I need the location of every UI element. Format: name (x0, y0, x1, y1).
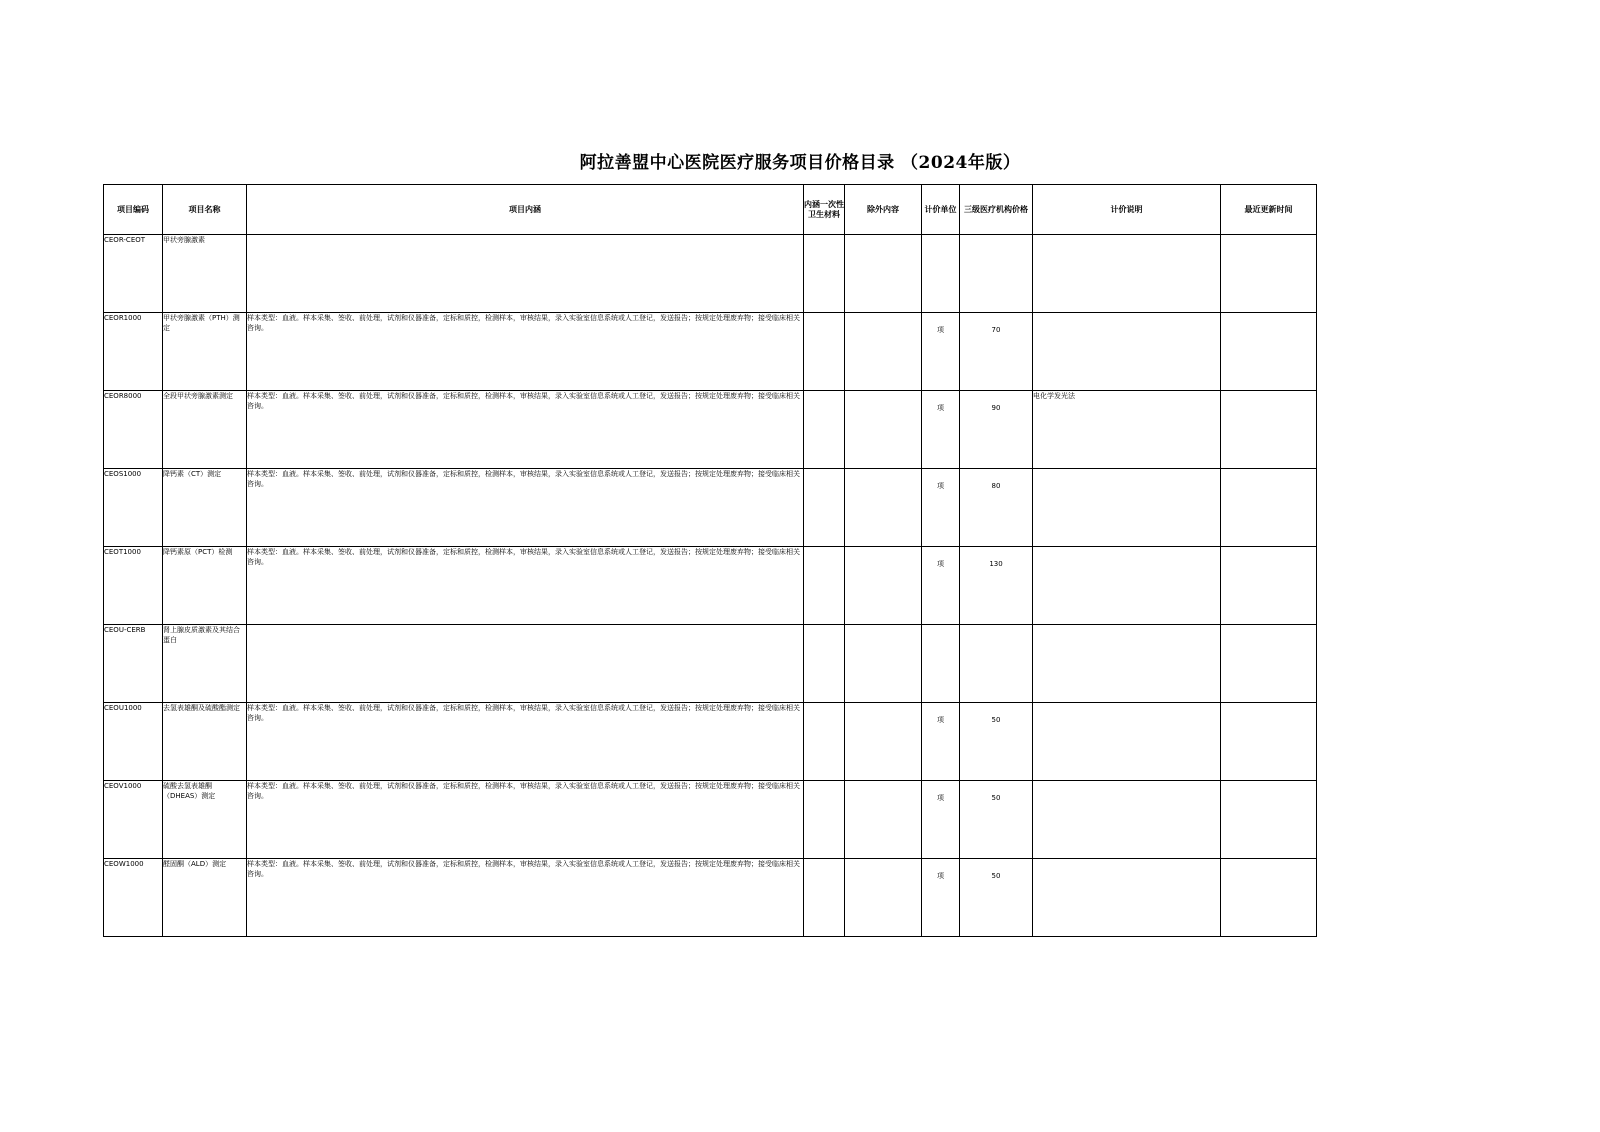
header-note: 计价说明 (1033, 185, 1221, 235)
header-content: 项目内涵 (247, 185, 804, 235)
cell-name: 去氢表雄酮及硫酸酯测定 (163, 703, 247, 781)
cell-content: 样本类型：血液。样本采集、签收、前处理，试剂和仪器准备，定标和质控，检测样本，审核结果，录入实验室信息系统或人工登记，发送报告；按规定处理废弃物；接受临床相关咨询。 (247, 781, 804, 859)
unit-value: 项 (937, 482, 944, 490)
price-value: 50 (991, 794, 1001, 802)
cell-note (1033, 547, 1221, 625)
table-row (104, 235, 1317, 313)
cell-content (247, 625, 804, 703)
cell-price (960, 547, 1033, 625)
cell-unit (922, 625, 960, 703)
header-unit: 计价单位 (922, 185, 960, 235)
cell-updated (1221, 859, 1317, 937)
price-value: 50 (991, 716, 1001, 724)
cell-unit (922, 703, 960, 781)
cell-excluded (845, 391, 922, 469)
cell-materials (804, 703, 845, 781)
cell-price (960, 235, 1033, 313)
header-materials: 内涵一次性卫生材料 (804, 185, 845, 235)
cell-name: 全段甲状旁腺激素测定 (163, 391, 247, 469)
table-row (104, 703, 1317, 781)
table-row (104, 313, 1317, 391)
cell-updated (1221, 313, 1317, 391)
cell-price (960, 781, 1033, 859)
cell-excluded (845, 313, 922, 391)
price-value: 90 (991, 404, 1001, 412)
cell-unit (922, 235, 960, 313)
cell-code: CEOT1000 (104, 547, 163, 625)
cell-name: 降钙素（CT）测定 (163, 469, 247, 547)
cell-note (1033, 703, 1221, 781)
price-table (103, 184, 1317, 937)
table-row (104, 625, 1317, 703)
cell-updated (1221, 703, 1317, 781)
cell-price (960, 391, 1033, 469)
header-excluded: 除外内容 (845, 185, 922, 235)
cell-unit (922, 547, 960, 625)
cell-materials (804, 313, 845, 391)
unit-value: 项 (937, 872, 944, 880)
cell-excluded (845, 859, 922, 937)
cell-unit (922, 781, 960, 859)
cell-code: CEOR-CEOT (104, 235, 163, 313)
price-value: 50 (991, 872, 1001, 880)
cell-materials (804, 859, 845, 937)
table-row (104, 469, 1317, 547)
cell-note: 电化学发光法 (1033, 391, 1221, 469)
cell-note (1033, 859, 1221, 937)
unit-value: 项 (937, 716, 944, 724)
cell-excluded (845, 781, 922, 859)
cell-price (960, 859, 1033, 937)
cell-excluded (845, 235, 922, 313)
cell-excluded (845, 703, 922, 781)
price-value: 130 (989, 560, 1003, 568)
cell-name: 醛固酮（ALD）测定 (163, 859, 247, 937)
cell-unit (922, 391, 960, 469)
price-value: 70 (991, 326, 1001, 334)
cell-name: 肾上腺皮质激素及其结合蛋白 (163, 625, 247, 703)
header-price: 三级医疗机构价格 (960, 185, 1033, 235)
cell-content: 样本类型：血液。样本采集、签收、前处理，试剂和仪器准备，定标和质控，检测样本，审核结果，录入实验室信息系统或人工登记，发送报告；按规定处理废弃物；接受临床相关咨询。 (247, 391, 804, 469)
cell-code: CEOR1000 (104, 313, 163, 391)
cell-content: 样本类型：血液。样本采集、签收、前处理，试剂和仪器准备，定标和质控，检测样本，审核结果，录入实验室信息系统或人工登记，发送报告；按规定处理废弃物；接受临床相关咨询。 (247, 313, 804, 391)
cell-price (960, 703, 1033, 781)
cell-materials (804, 781, 845, 859)
header-updated: 最近更新时间 (1221, 185, 1317, 235)
cell-excluded (845, 469, 922, 547)
header-code: 项目编码 (104, 185, 163, 235)
cell-price (960, 625, 1033, 703)
cell-unit (922, 859, 960, 937)
cell-name: 硫酸去氢表雄酮（DHEAS）测定 (163, 781, 247, 859)
cell-code: CEOU1000 (104, 703, 163, 781)
cell-materials (804, 391, 845, 469)
cell-updated (1221, 781, 1317, 859)
cell-content: 样本类型：血液。样本采集、签收、前处理，试剂和仪器准备，定标和质控，检测样本，审核结果，录入实验室信息系统或人工登记，发送报告；按规定处理废弃物；接受临床相关咨询。 (247, 547, 804, 625)
cell-updated (1221, 469, 1317, 547)
cell-code: CEOW1000 (104, 859, 163, 937)
cell-note (1033, 469, 1221, 547)
cell-name: 甲状旁腺激素 (163, 235, 247, 313)
table-row (104, 859, 1317, 937)
table-row (104, 547, 1317, 625)
cell-materials (804, 625, 845, 703)
cell-code: CEOU-CERB (104, 625, 163, 703)
unit-value: 项 (937, 326, 944, 334)
cell-content: 样本类型：血液。样本采集、签收、前处理，试剂和仪器准备，定标和质控，检测样本，审核结果，录入实验室信息系统或人工登记，发送报告；按规定处理废弃物；接受临床相关咨询。 (247, 859, 804, 937)
cell-unit (922, 469, 960, 547)
cell-note (1033, 235, 1221, 313)
cell-name: 甲状旁腺激素（PTH）测定 (163, 313, 247, 391)
page-title: 阿拉善盟中心医院医疗服务项目价格目录 （2024年版） (579, 153, 1021, 173)
cell-code: CEOS1000 (104, 469, 163, 547)
cell-content: 样本类型：血液。样本采集、签收、前处理，试剂和仪器准备，定标和质控，检测样本，审核结果，录入实验室信息系统或人工登记，发送报告；按规定处理废弃物；接受临床相关咨询。 (247, 703, 804, 781)
cell-updated (1221, 547, 1317, 625)
price-value: 80 (991, 482, 1001, 490)
cell-updated (1221, 391, 1317, 469)
cell-note (1033, 625, 1221, 703)
cell-code: CEOR8000 (104, 391, 163, 469)
unit-value: 项 (937, 794, 944, 802)
cell-name: 降钙素原（PCT）检测 (163, 547, 247, 625)
cell-materials (804, 547, 845, 625)
table-row (104, 781, 1317, 859)
cell-content (247, 235, 804, 313)
cell-note (1033, 781, 1221, 859)
cell-unit (922, 313, 960, 391)
cell-updated (1221, 625, 1317, 703)
cell-materials (804, 469, 845, 547)
cell-excluded (845, 547, 922, 625)
cell-excluded (845, 625, 922, 703)
cell-price (960, 469, 1033, 547)
table-header-row (104, 185, 1317, 235)
cell-note (1033, 313, 1221, 391)
cell-code: CEOV1000 (104, 781, 163, 859)
cell-price (960, 313, 1033, 391)
cell-content: 样本类型：血液。样本采集、签收、前处理，试剂和仪器准备，定标和质控，检测样本，审核结果，录入实验室信息系统或人工登记，发送报告；按规定处理废弃物；接受临床相关咨询。 (247, 469, 804, 547)
header-name: 项目名称 (163, 185, 247, 235)
table-row (104, 391, 1317, 469)
cell-materials (804, 235, 845, 313)
unit-value: 项 (937, 560, 944, 568)
unit-value: 项 (937, 404, 944, 412)
cell-updated (1221, 235, 1317, 313)
